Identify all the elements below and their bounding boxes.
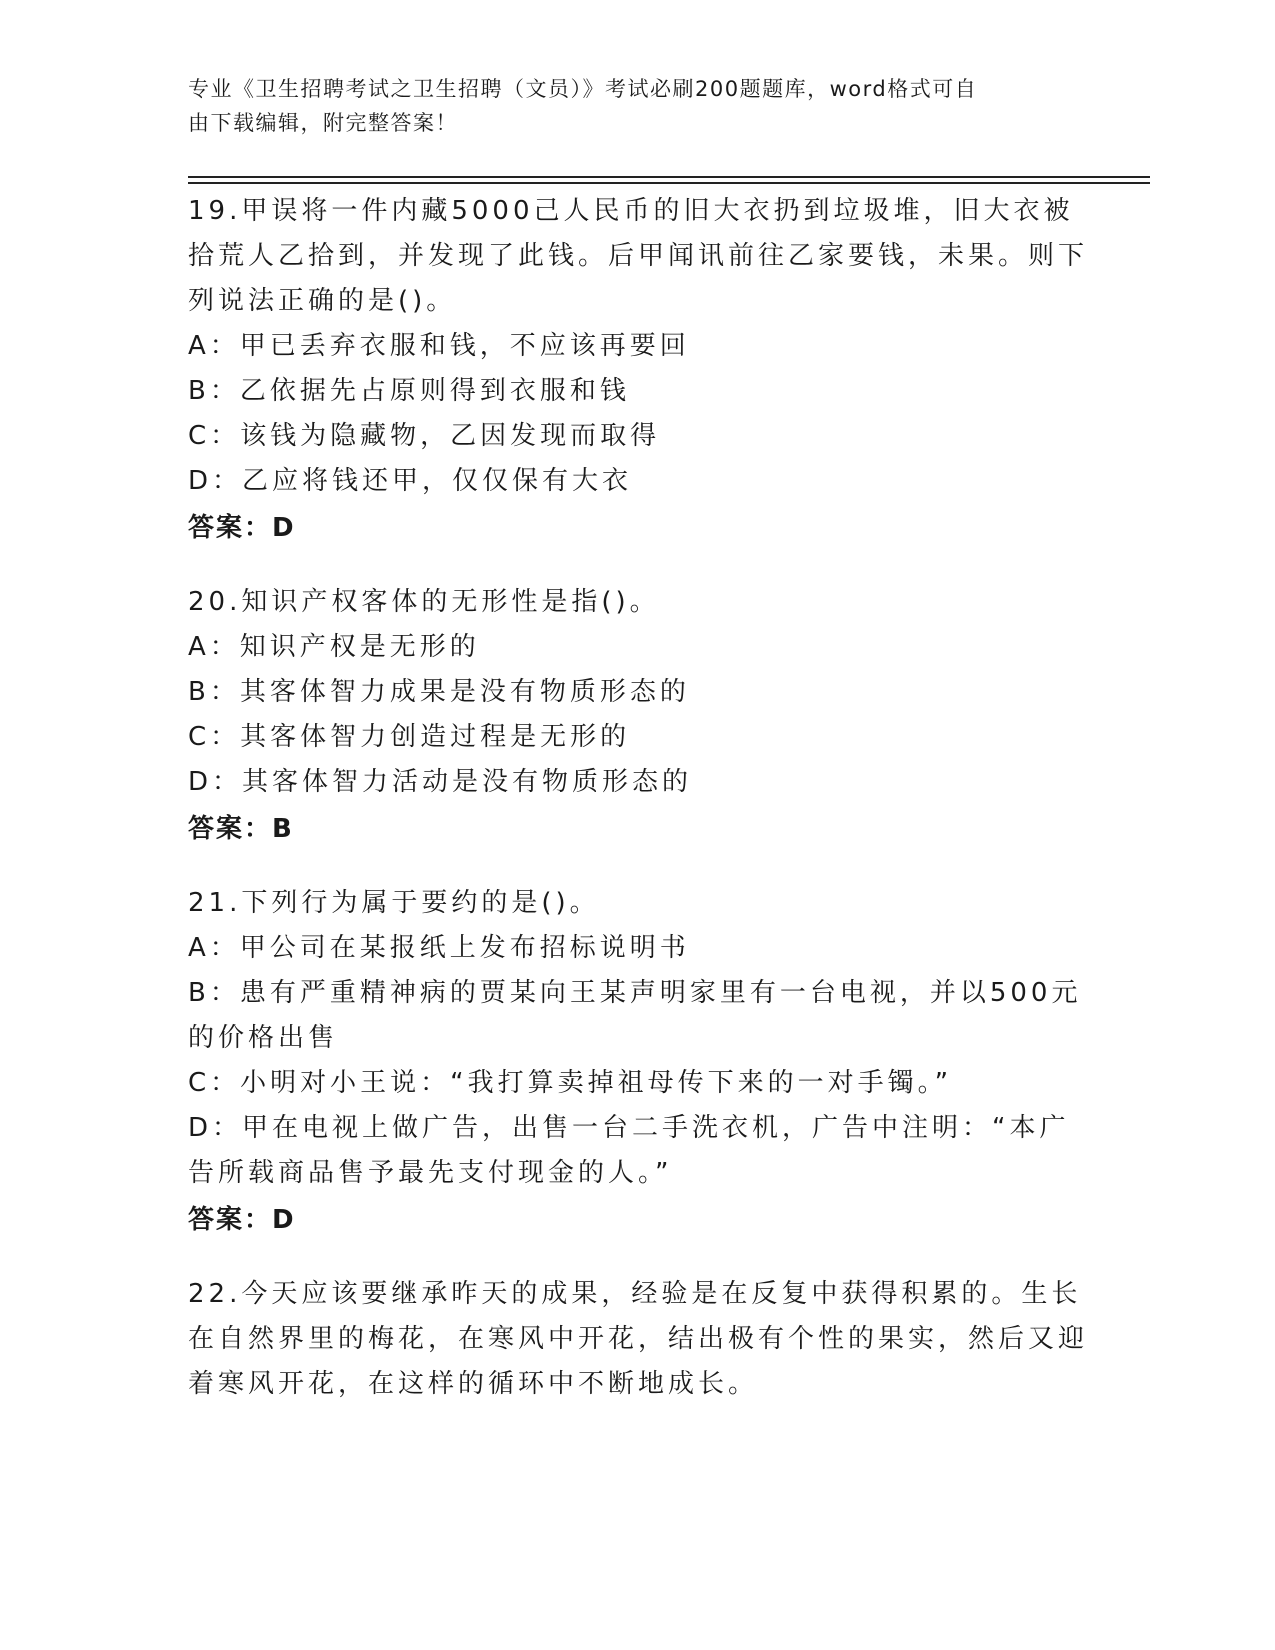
header-divider-bottom bbox=[188, 182, 1150, 184]
question-21 bbox=[188, 881, 1088, 1244]
option-c: C：小明对小王说：“我打算卖掉祖母传下来的一对手镯。” bbox=[188, 1068, 953, 1098]
option-c: C：其客体智力创造过程是无形的 bbox=[188, 722, 631, 752]
option-a: A：甲公司在某报纸上发布招标说明书 bbox=[188, 933, 690, 963]
header-divider-top bbox=[188, 176, 1150, 178]
answer-label: 答案：D bbox=[188, 1205, 296, 1235]
option-a: A：甲已丢弃衣服和钱，不应该再要回 bbox=[188, 331, 690, 361]
answer-label: 答案：B bbox=[188, 814, 294, 844]
option-d: D：其客体智力活动是没有物质形态的 bbox=[188, 767, 693, 797]
option-d: D：甲在电视上做广告，出售一台二手洗衣机，广告中注明：“本广告所载商品售予最先支付现金的人。” bbox=[188, 1113, 1070, 1188]
question-stem: 19.甲误将一件内藏5000己人民币的旧大衣扔到垃圾堆，旧大衣被拾荒人乙拾到，并发现了此钱。后甲闻讯前往乙家要钱，未果。则下列说法正确的是()。 bbox=[188, 196, 1089, 316]
option-b: B：其客体智力成果是没有物质形态的 bbox=[188, 677, 690, 707]
option-d: D：乙应将钱还甲，仅仅保有大衣 bbox=[188, 466, 633, 496]
header-line-1: 专业《卫生招聘考试之卫生招聘（文员）》考试必刷200题题库，word格式可自 bbox=[188, 77, 978, 101]
document-header bbox=[188, 72, 1068, 140]
header-line-2: 由下载编辑，附完整答案！ bbox=[188, 111, 458, 135]
question-stem: 20.知识产权客体的无形性是指()。 bbox=[188, 587, 660, 617]
question-list bbox=[188, 189, 1088, 1435]
question-stem: 21.下列行为属于要约的是()。 bbox=[188, 888, 600, 918]
answer-label: 答案：D bbox=[188, 513, 296, 543]
option-b: B：乙依据先占原则得到衣服和钱 bbox=[188, 376, 630, 406]
question-22 bbox=[188, 1272, 1088, 1407]
question-19 bbox=[188, 189, 1088, 552]
question-20 bbox=[188, 580, 1088, 853]
option-b: B：患有严重精神病的贾某向王某声明家里有一台电视，并以500元的价格出售 bbox=[188, 978, 1082, 1053]
question-stem: 22.今天应该要继承昨天的成果，经验是在反复中获得积累的。生长在自然界里的梅花，在寒风中开花，结出极有个性的果实，然后又迎着寒风开花，在这样的循环中不断地成长。 bbox=[188, 1279, 1089, 1399]
option-c: C：该钱为隐藏物，乙因发现而取得 bbox=[188, 421, 661, 451]
option-a: A：知识产权是无形的 bbox=[188, 632, 480, 662]
